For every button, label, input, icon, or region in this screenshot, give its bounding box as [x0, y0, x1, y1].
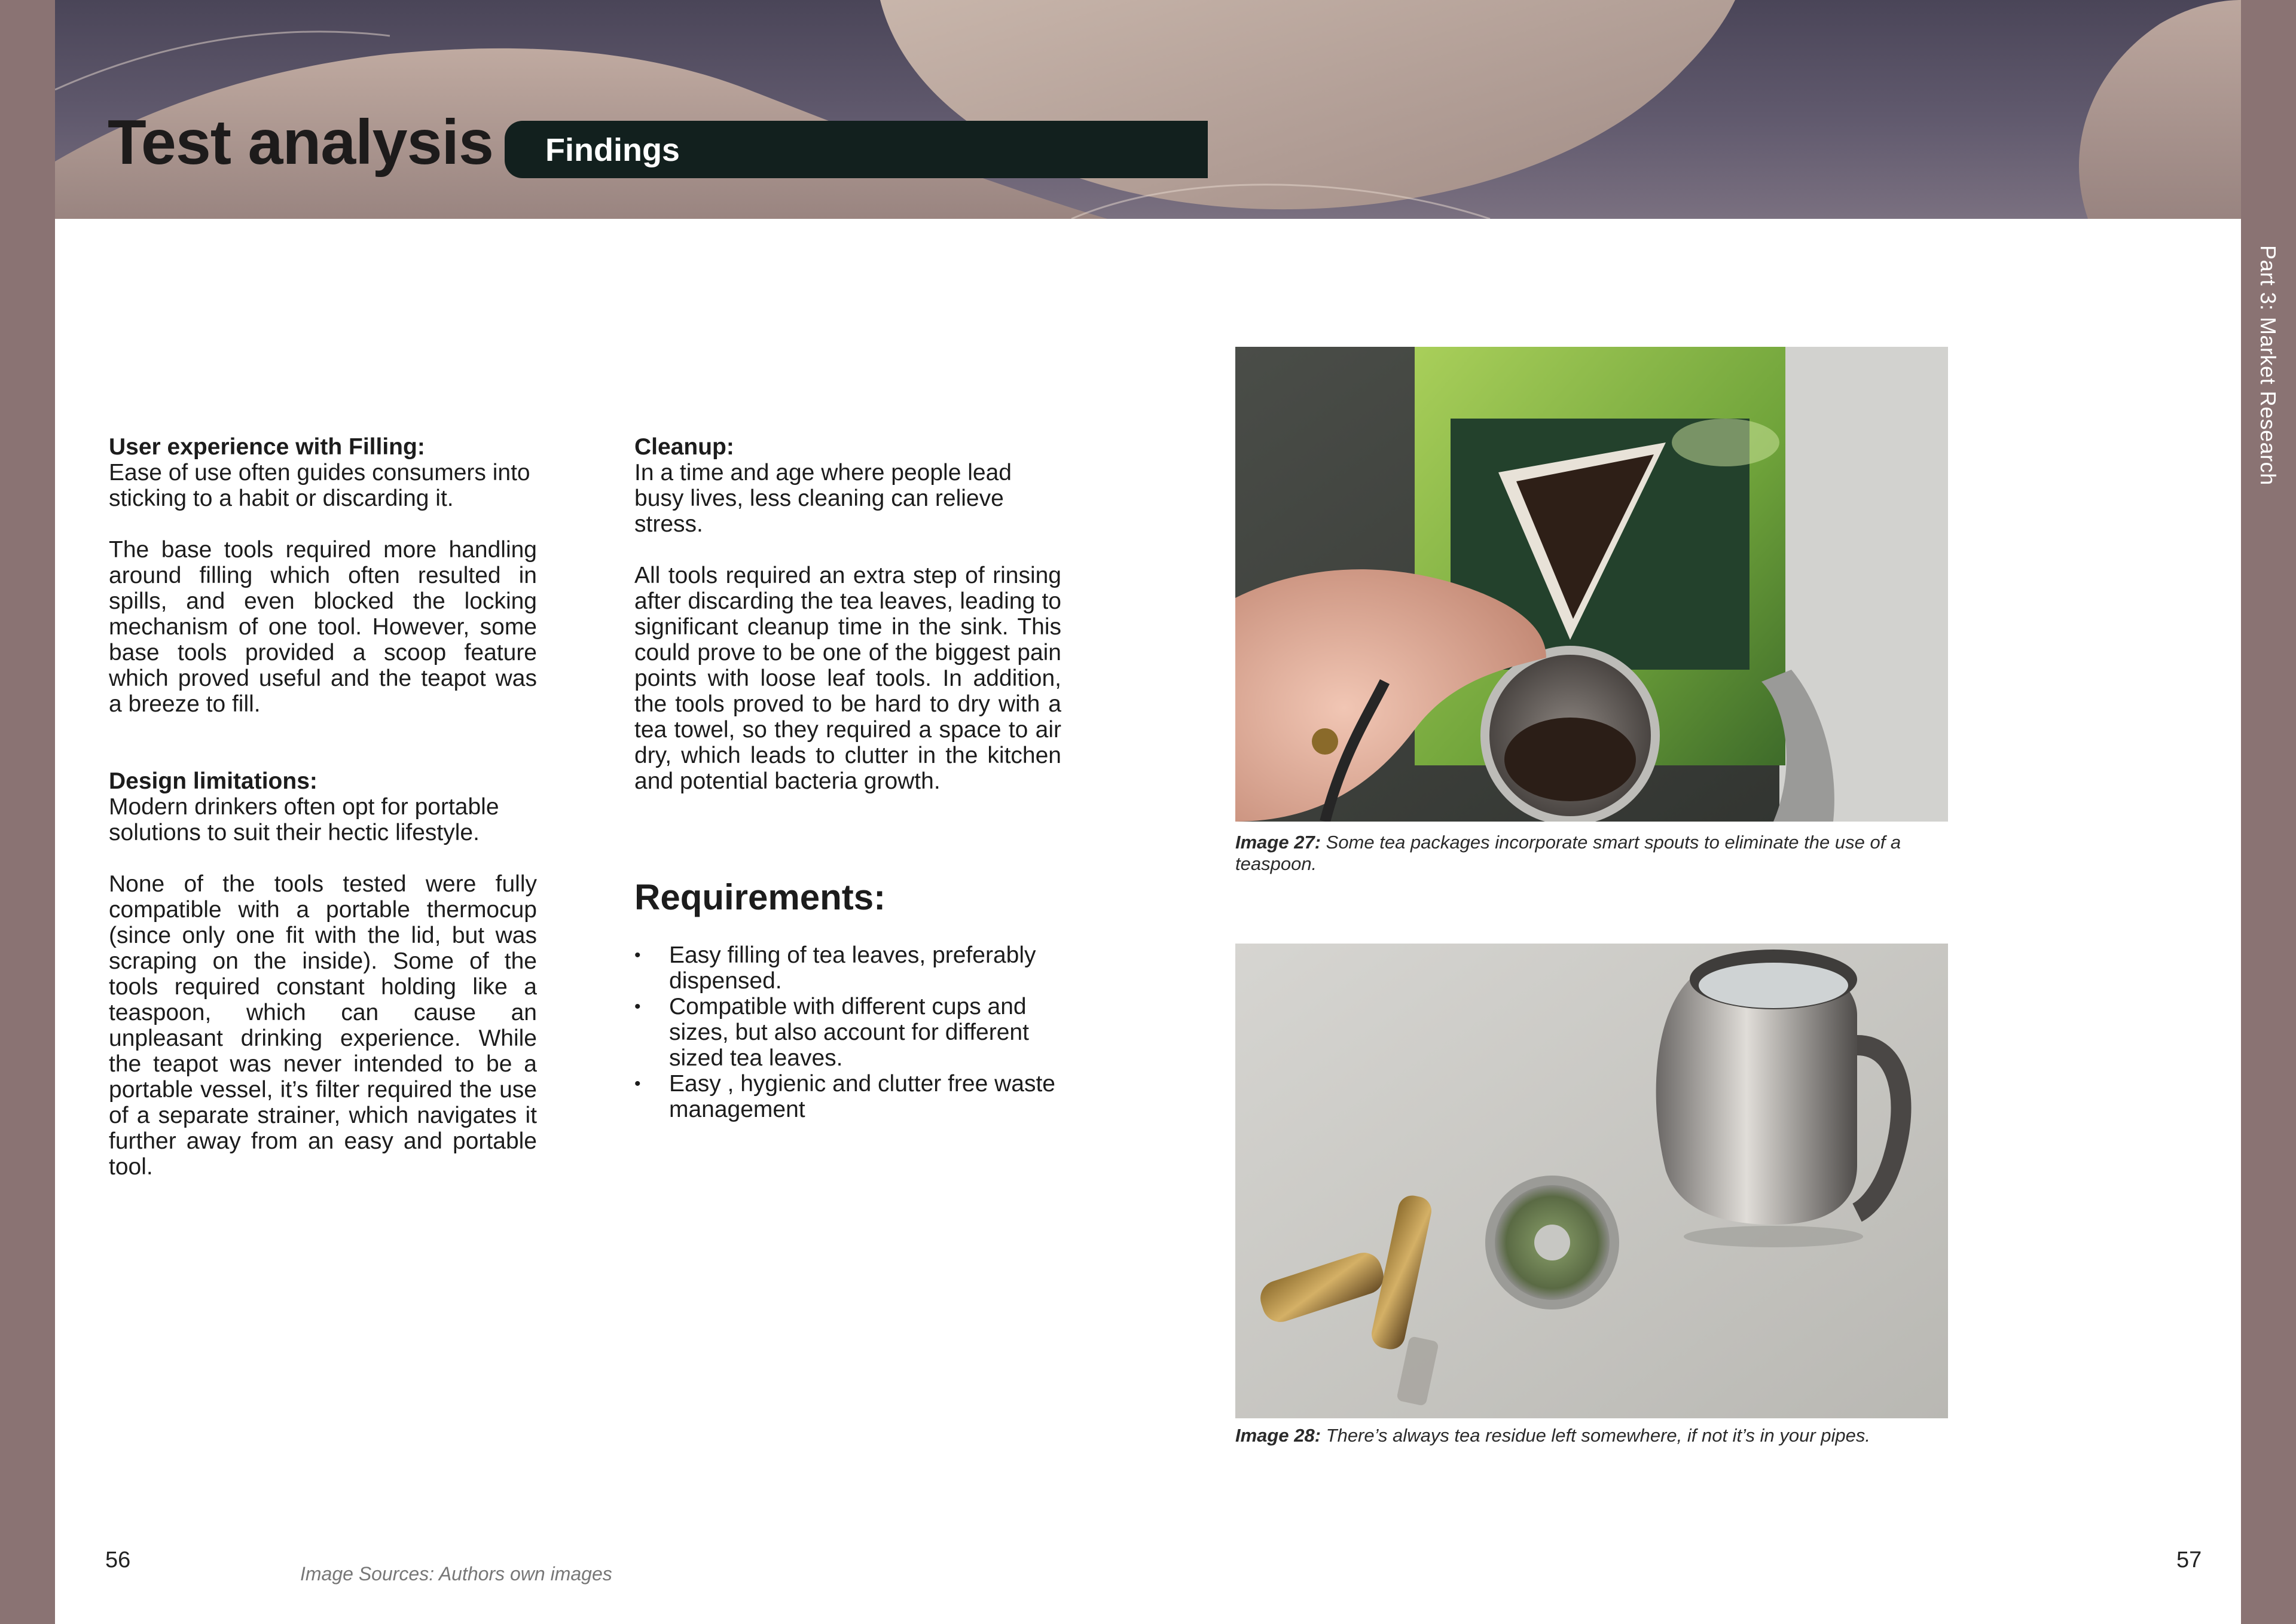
filling-heading: User experience with Filling: — [109, 434, 425, 460]
requirement-item: • Easy filling of tea leaves, preferably dispensed. — [634, 942, 1061, 994]
requirement-item: • Easy , hygienic and clutter free waste management — [634, 1071, 1061, 1122]
left-page-edge — [0, 0, 55, 1624]
image-27-caption: Image 27: Some tea packages incorporate smart spouts to eliminate the use of a teaspoon. — [1235, 832, 1901, 874]
left-text-column — [109, 434, 537, 1180]
section-side-label: Part 3: Market Research — [2256, 245, 2280, 486]
design-body: None of the tools tested were fully compatible with a portable thermocup (since only one fit with the lid, but was scraping on the inside). Some of the tools required constant holding like a teaspoon, which can cause an unpleasant drinking experience. While the teapot was never intended to be a portable vessel, it’s filter required the use of a separate strainer, which navigates it further away from an easy and portable tool. — [109, 871, 537, 1180]
header-banner — [55, 0, 2241, 219]
cleanup-heading: Cleanup: — [634, 434, 734, 460]
filling-body: The base tools required more handling around filling which often resulted in spills, and even blocked the locking mechanism of one tool. However, some base tools provided a scoop feature which proved useful and the teapot was a breeze to fill. — [109, 537, 537, 717]
design-intro: Modern drinkers often opt for portable solutions to suit their hectic lifestyle. — [109, 794, 499, 845]
image-28-caption: Image 28: There’s always tea residue left somewhere, if not it’s in your pipes. — [1235, 1425, 1870, 1446]
image-28-tea-tools-photo — [1235, 944, 1948, 1418]
section-tag: Findings — [505, 121, 1208, 178]
requirements-list — [634, 942, 1061, 1122]
design-heading: Design limitations: — [109, 768, 317, 794]
middle-text-column — [634, 434, 1061, 794]
image-sources-note: Image Sources: Authors own images — [300, 1563, 612, 1585]
requirements-title: Requirements: — [634, 877, 886, 917]
page-number-right: 57 — [2176, 1547, 2202, 1573]
right-page-edge — [2241, 0, 2296, 1624]
cleanup-body: All tools required an extra step of rinsing after discarding the tea leaves, leading to significant cleanup time in the sink. This could prove to be one of the biggest pain points with loose leaf tools. In addition, the tools proved to be hard to dry with a tea towel, so they required a space to air dry, which leads to clutter in the kitchen and potential bacteria growth. — [634, 563, 1061, 794]
cleanup-intro: In a time and age where people lead busy lives, less cleaning can relieve stress. — [634, 460, 1012, 537]
filling-intro: Ease of use often guides consumers into sticking to a habit or discarding it. — [109, 460, 530, 511]
page-number-left: 56 — [105, 1547, 131, 1573]
requirement-item: • Compatible with different cups and sizes, but also account for different sized tea leaves. — [634, 994, 1061, 1071]
requirements-section — [634, 877, 1061, 1122]
page-title: Test analysis — [108, 107, 493, 178]
image-27-tea-package-photo — [1235, 347, 1948, 822]
